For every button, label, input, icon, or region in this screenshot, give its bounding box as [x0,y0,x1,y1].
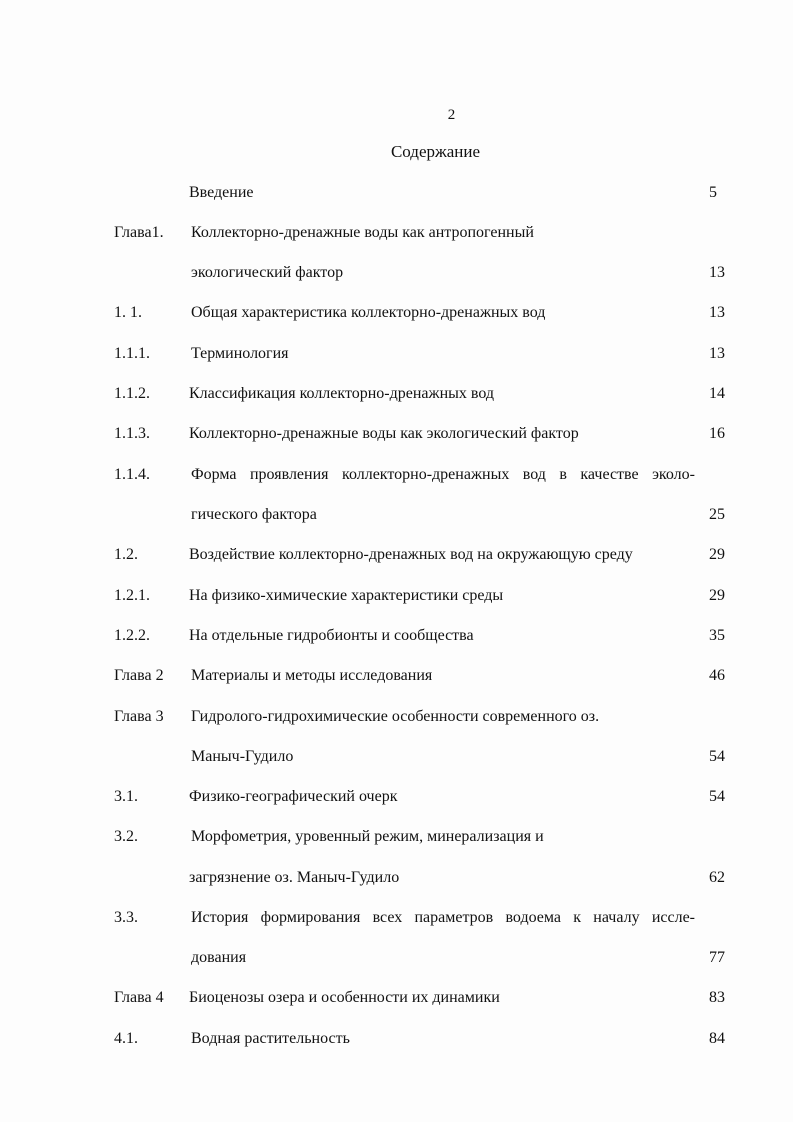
toc-entry-page: 54 [709,788,725,805]
toc-entry-page: 77 [709,949,725,966]
toc-entry-number: 1. 1. [114,304,142,321]
toc-entry-1-2-2 [0,624,793,648]
toc-entry-number: Глава 4 [114,989,164,1006]
toc-entry-text: Гидролого-гидрохимические особенности современного оз. [191,708,600,725]
toc-entry-page: 29 [709,587,725,604]
toc-entry-page: 13 [709,345,725,362]
toc-entry-page: 13 [709,264,725,281]
toc-entry-1-1-2 [0,382,793,406]
toc-entry-text: Коллекторно-дренажные воды как антропогенный [191,224,534,241]
toc-entry-chapter-4 [0,986,793,1010]
toc-entry-text: экологический фактор [191,264,344,281]
toc-entry-3-2 [0,825,793,849]
toc-entry-number: 3.2. [114,828,138,845]
toc-entry-text: Материалы и методы исследования [191,667,433,684]
toc-entry-number: Глава1. [114,224,164,241]
toc-entry-text: История формирования всех параметров водоема к началу иссле- [191,909,695,926]
toc-entry-1-1-1 [0,342,793,366]
toc-entry-text: Терминология [191,345,289,362]
toc-entry-text: загрязнение оз. Маныч-Гудило [189,869,400,886]
toc-entry-text: Воздействие коллекторно-дренажных вод на окружающую среду [189,546,633,563]
toc-entry-page: 35 [709,627,725,644]
toc-entry-number: 1.2. [114,546,138,563]
toc-entry-page: 5 [709,184,717,201]
toc-entry-page: 13 [709,304,725,321]
toc-entry-chapter-3-cont [0,745,793,769]
toc-entry-text: гического фактора [191,506,317,523]
toc-entry-1-2 [0,543,793,567]
toc-entry-page: 25 [709,506,725,523]
toc-entry-3-3 [0,906,793,930]
toc-entry-number: 1.1.3. [114,425,150,442]
toc-entry-page: 16 [709,425,725,442]
toc-entry-text: дования [191,949,247,966]
toc-entry-text: Общая характеристика коллекторно-дренажных вод [191,304,546,321]
toc-entry-page: 29 [709,546,725,563]
toc-entry-number: 1.1.2. [114,385,150,402]
toc-entry-text: Водная растительность [191,1030,350,1047]
toc-entry-1-1-3 [0,422,793,446]
toc-entry-text: На физико-химические характеристики среды [189,587,504,604]
toc-entry-number: Глава 2 [114,667,164,684]
toc-entry-1-1 [0,301,793,325]
toc-entry-number: Глава 3 [114,708,164,725]
toc-entry-text: Коллекторно-дренажные воды как экологический фактор [189,425,579,442]
toc-entry-3-3-cont [0,946,793,970]
toc-entry-page: 84 [709,1030,725,1047]
toc-entry-number: 1.1.4. [114,466,150,483]
toc-entry-3-2-cont [0,866,793,890]
toc-entry-text: Форма проявления коллекторно-дренажных вод в качестве эколо- [191,466,695,483]
toc-entry-text: Физико-географический очерк [189,788,398,805]
toc-entry-chapter-1 [0,221,793,245]
toc-entry-number: 3.1. [114,788,138,805]
toc-entry-text: Биоценозы озера и особенности их динамики [189,989,500,1006]
toc-entry-text: Маныч-Гудило [191,748,294,765]
toc-entry-1-2-1 [0,584,793,608]
toc-entry-page: 54 [709,748,725,765]
toc-entry-text: Морфометрия, уровенный режим, минерализация и [191,828,544,845]
toc-entry-number: 1.2.2. [114,627,150,644]
toc-entry-number: 1.1.1. [114,345,150,362]
toc-entry-page: 14 [709,385,725,402]
toc-entry-number: 3.3. [114,909,138,926]
toc-entry-3-1 [0,785,793,809]
page-number: 2 [447,107,456,123]
toc-entry-4-1 [0,1027,793,1051]
toc-entry-chapter-3 [0,705,793,729]
toc-entry-text: Введение [189,184,254,201]
toc-entry-chapter-2 [0,664,793,688]
toc-entry-text: Классификация коллекторно-дренажных вод [189,385,495,402]
toc-entry-number: 4.1. [114,1030,138,1047]
toc-entry-page: 46 [709,667,725,684]
toc-entry-number: 1.2.1. [114,587,150,604]
toc-entry-text: На отдельные гидробионты и сообщества [189,627,474,644]
toc-entry-1-1-4-cont [0,503,793,527]
toc-entry-page: 62 [709,869,725,886]
toc-entry-page: 83 [709,989,725,1006]
toc-entry-chapter-1-cont [0,261,793,285]
toc-entry-1-1-4 [0,463,793,487]
toc-title: Содержание [390,142,481,161]
toc-entry-introduction [0,181,793,205]
